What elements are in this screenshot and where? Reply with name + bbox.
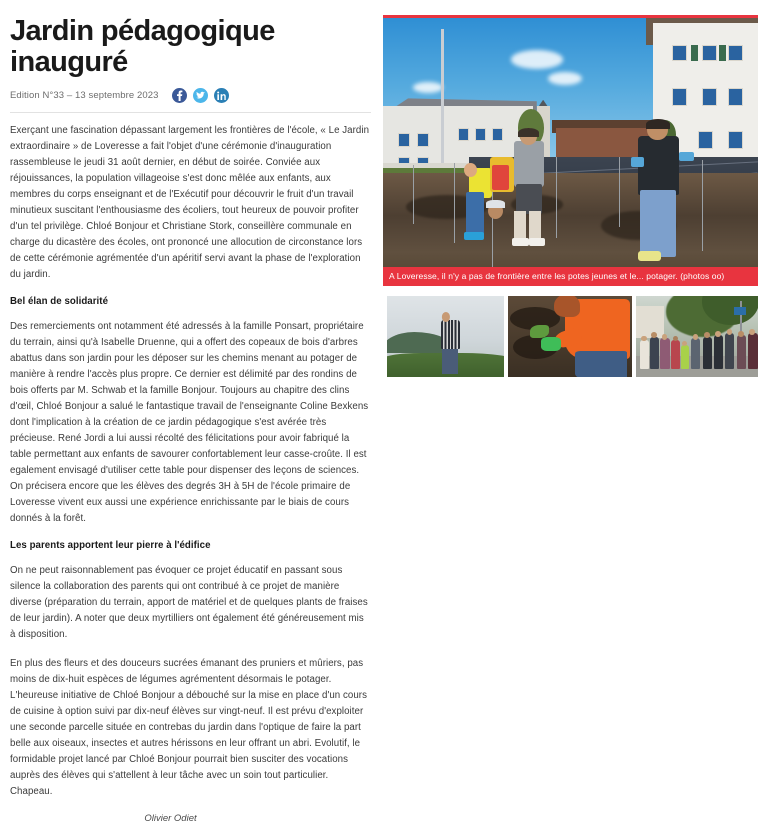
byline: Olivier Odiet [10, 813, 371, 824]
window [417, 133, 429, 146]
person-child [681, 345, 689, 369]
person-head [749, 329, 755, 335]
section-paragraph-solidarite: Des remerciements ont notamment été adressés à la famille Ponsart, propriétaire du terrain, ainsi qu'à Isabelle Druenne, qui a offert des copeaux de bois d'arbres abattus dans son jardin pour les déposer sur les chemins menant au potager de manière à rendre l'accès plus propre. Ce dernier est délimité par des rondins de bois offerts par M. Schwab et la famille Bonjour. Toujours au chapitre des clins d'œil, Chloé Bonjour a salué le fantastique travail de l'enseignante Coline Bexkens dont l'implication à la création de ce jardin pédagogique s'est avérée très précieuse. René Jordi a lui aussi récolté des félicitations pour avoir fabriqué la table permettant aux enfants de savourer confortablement leur casse-croûte. Il est egalement envisagé d'utiliser cette table pour dispenser des leçons de sciences. On précisera encore que les élèves des degrés 3H à 5H de l'école primaire de Loveresse vivent eux aussi une expérience enrichissante par le biais de cours donnés à la forêt. [10, 319, 371, 527]
person [650, 337, 659, 369]
house [636, 306, 664, 338]
window [728, 131, 743, 150]
window [475, 128, 486, 141]
person-legs [466, 192, 485, 235]
garden-stake [413, 165, 414, 224]
shutter [719, 45, 727, 61]
person-legs [514, 211, 525, 240]
header-divider [10, 112, 371, 113]
person-shorts [516, 184, 542, 213]
section-paragraph-parents-1: On ne peut raisonnablement pas évoquer ce projet éducatif en passant sous silence la collaboration des parents qui ont contribué à ce projet de manière diverse (préparation du terrain, apport de matériel et de quelques plants de fraises de leur jardin). A noter que deux myrtilliers ont également été généreusement mis à disposition. [10, 563, 371, 643]
person [660, 338, 670, 369]
window [728, 88, 743, 107]
lead-paragraph: Exerçant une fascination dépassant largement les frontières de l'école, « Le Jardin extraordinaire » de Loveresse a fait l'objet d'une cérémonie d'inauguration rassembleuse le jeudi 31 août dernier, en début de soirée. Conviée aux réjouissances, la population villageoise s'est donc mêlée aux enfants, aux membres du corps enseignant et de l'Exécutif pour découvrir le fruit d'un travail minutieux suscitant l'enthousiasme des écoliers, tout heureux de pouvoir profiter d'un tel privilège. Chloé Bonjour et Christiane Stork, conseillère communale en charge du dicastère des écoles, ont prononcé une allocution de circonstance lors de cette cérémonie agrémentée d'un apéritif servi avant la phase de l'exploration du jardin. [10, 123, 371, 283]
facebook-icon[interactable] [172, 88, 187, 103]
window [702, 88, 717, 107]
garden-stake [702, 160, 703, 251]
cloud [548, 72, 582, 85]
person-shoes [638, 251, 661, 260]
person-hair [646, 119, 670, 130]
person-jeans [640, 190, 676, 257]
street-sign [734, 307, 745, 314]
page-title: Jardin pédagogique inauguré [10, 16, 371, 79]
thumbnail-planting-hands[interactable] [508, 296, 632, 377]
person [703, 337, 712, 369]
person-shoes [464, 232, 485, 240]
thumbnail-crowd[interactable] [636, 296, 758, 377]
cloud [413, 82, 443, 93]
person-head [738, 331, 744, 337]
person [640, 340, 649, 369]
hero-photo [383, 15, 758, 286]
person [671, 340, 680, 369]
glove-blue [631, 157, 645, 166]
person-head [651, 332, 657, 338]
flag-pole [441, 29, 444, 168]
linkedin-icon[interactable] [214, 88, 229, 103]
person [748, 333, 758, 369]
garden-stake [454, 163, 455, 243]
twitter-icon[interactable] [193, 88, 208, 103]
section-heading-parents: Les parents apportent leur pierre à l'édifice [10, 540, 371, 551]
article-meta-row [10, 88, 371, 103]
garden-stake [619, 157, 620, 227]
shutter [691, 45, 699, 61]
person-hair [554, 296, 580, 317]
glove-green [541, 337, 561, 352]
person [737, 335, 746, 369]
person-jeans [442, 348, 458, 374]
section-paragraph-parents-2: En plus des fleurs et des douceurs sucrées émanant des pruniers et mûriers, pas moins de dix-huit espèces de légumes agrémentent désormais le potager. L'heureuse initiative de Chloé Bonjour a débouché sur la mise en place d'un cours de cuisine à option suivi par dix-neuf élèves sur vingt-neuf. Il est prévu d'exploiter une seconde parcelle située en contrebas du jardin dans l'optique de faire la part belle aux oiseaux, insectes et autres hérissons en leur offrant un abri. Evolutif, le formidable projet lancé par Chloé Bonjour pourrait bien susciter des vocations auprès des élèves qui s'attellent à leur tâche avec un soin tout particulier. Chapeau. [10, 656, 371, 800]
article-text-column [0, 0, 383, 675]
article-media-column [383, 0, 758, 675]
cloud [511, 50, 564, 69]
window [672, 88, 687, 107]
backpack-red [492, 165, 509, 189]
window [672, 45, 687, 61]
edition-label: Edition N°33 – 13 septembre 2023 [10, 90, 159, 101]
garden-stake [556, 157, 557, 237]
person-striped-top [441, 320, 460, 349]
hero-caption: A Loveresse, il n'y a pas de frontière entre les potes jeunes et le... potager. (photos oo) [383, 267, 758, 286]
person-head [704, 332, 710, 338]
person-shoes [529, 238, 546, 246]
window [492, 128, 503, 141]
person-head [693, 334, 699, 340]
cap-white [486, 200, 505, 208]
window [398, 133, 410, 146]
window [702, 45, 717, 61]
person-head [441, 312, 449, 322]
person-shoes [512, 238, 529, 246]
window [698, 131, 713, 150]
window [458, 128, 469, 141]
thumbnail-row [387, 296, 758, 378]
person-head [641, 336, 647, 342]
person-black-hoodie [638, 136, 679, 195]
section-heading-solidarite: Bel élan de solidarité [10, 296, 371, 307]
social-share-row [172, 88, 229, 103]
glove-blue [679, 152, 694, 161]
person-grey-shirt [514, 141, 544, 187]
person [714, 335, 723, 369]
person-hair [518, 128, 539, 137]
hero-photo-scene [383, 18, 758, 286]
person-head [715, 331, 721, 337]
thumbnail-portrait-woman[interactable] [387, 296, 504, 377]
person-jeans [575, 351, 627, 377]
person [725, 333, 734, 369]
person-legs [529, 211, 540, 240]
person [691, 338, 700, 369]
window [728, 45, 743, 61]
